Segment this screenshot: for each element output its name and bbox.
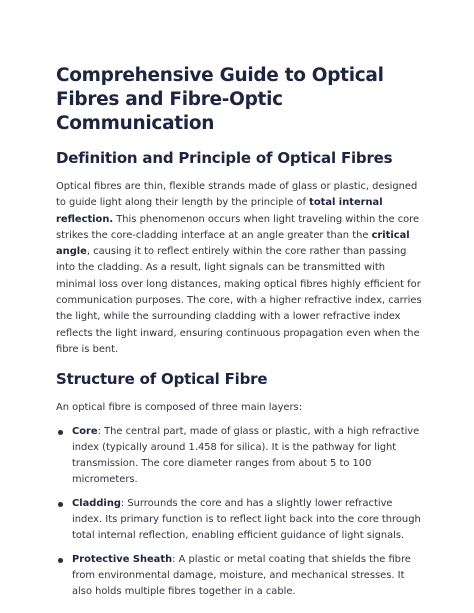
list-item-term: Protective Sheath — [72, 553, 173, 565]
list-item-text: : A plastic or metal coating that shields the fibre from environmental damage, moisture, and mechanical stresses. It also holds multiple fibres together in a cable. — [72, 553, 411, 598]
document-title: Comprehensive Guide to Optical Fibres and Fibre-Optic Communication — [56, 65, 384, 134]
list-item-text: : The central part, made of glass or plastic, with a high refractive index (typically around 1.458 for silica). It is the pathway for light transmission. The core diameter ranges from about 5 to 100 micrometers. — [72, 425, 420, 486]
bullet-icon — [58, 502, 63, 507]
list-item-core — [56, 424, 422, 489]
bullet-icon — [58, 430, 63, 435]
layer-list — [56, 424, 422, 601]
list-item-term: Core — [72, 425, 98, 437]
term-total-internal-reflection: total internal reflection. — [56, 197, 383, 225]
structure-intro: An optical fibre is composed of three main layers: — [56, 402, 303, 414]
definition-text-2: This phenomenon occurs when light traveling within the core strikes the core-cladding interface at an angle greater than the — [56, 213, 420, 241]
section-heading-definition: Definition and Principle of Optical Fibres — [56, 149, 393, 167]
definition-text-3: , causing it to reflect entirely within the core rather than passing into the cladding. As a result, light signals can be transmitted with minimal loss over long distances, making optical fibres highly efficient for communication purposes. The core, with a higher refractive index, carries the light, while the surrounding cladding with a lower refractive index reflects the light inward, ensuring continuous propagation even when the fibre is bent. — [56, 246, 422, 355]
section-heading-structure: Structure of Optical Fibre — [56, 370, 268, 389]
list-item-term: Cladding — [72, 497, 121, 509]
bullet-icon — [58, 558, 63, 563]
term-critical-angle: critical angle — [56, 229, 410, 258]
list-item-text: : Surrounds the core and has a slightly lower refractive index. Its primary function is to reflect light back into the core through total internal reflection, enabling efficient guidance of light signals. — [72, 497, 421, 542]
list-item-cladding — [56, 496, 422, 545]
list-item-protective-sheath — [56, 552, 422, 601]
definition-paragraph — [56, 179, 422, 358]
definition-text-1: Optical fibres are thin, flexible strands made of glass or plastic, designed to guide light along their length by the principle of — [56, 181, 418, 209]
